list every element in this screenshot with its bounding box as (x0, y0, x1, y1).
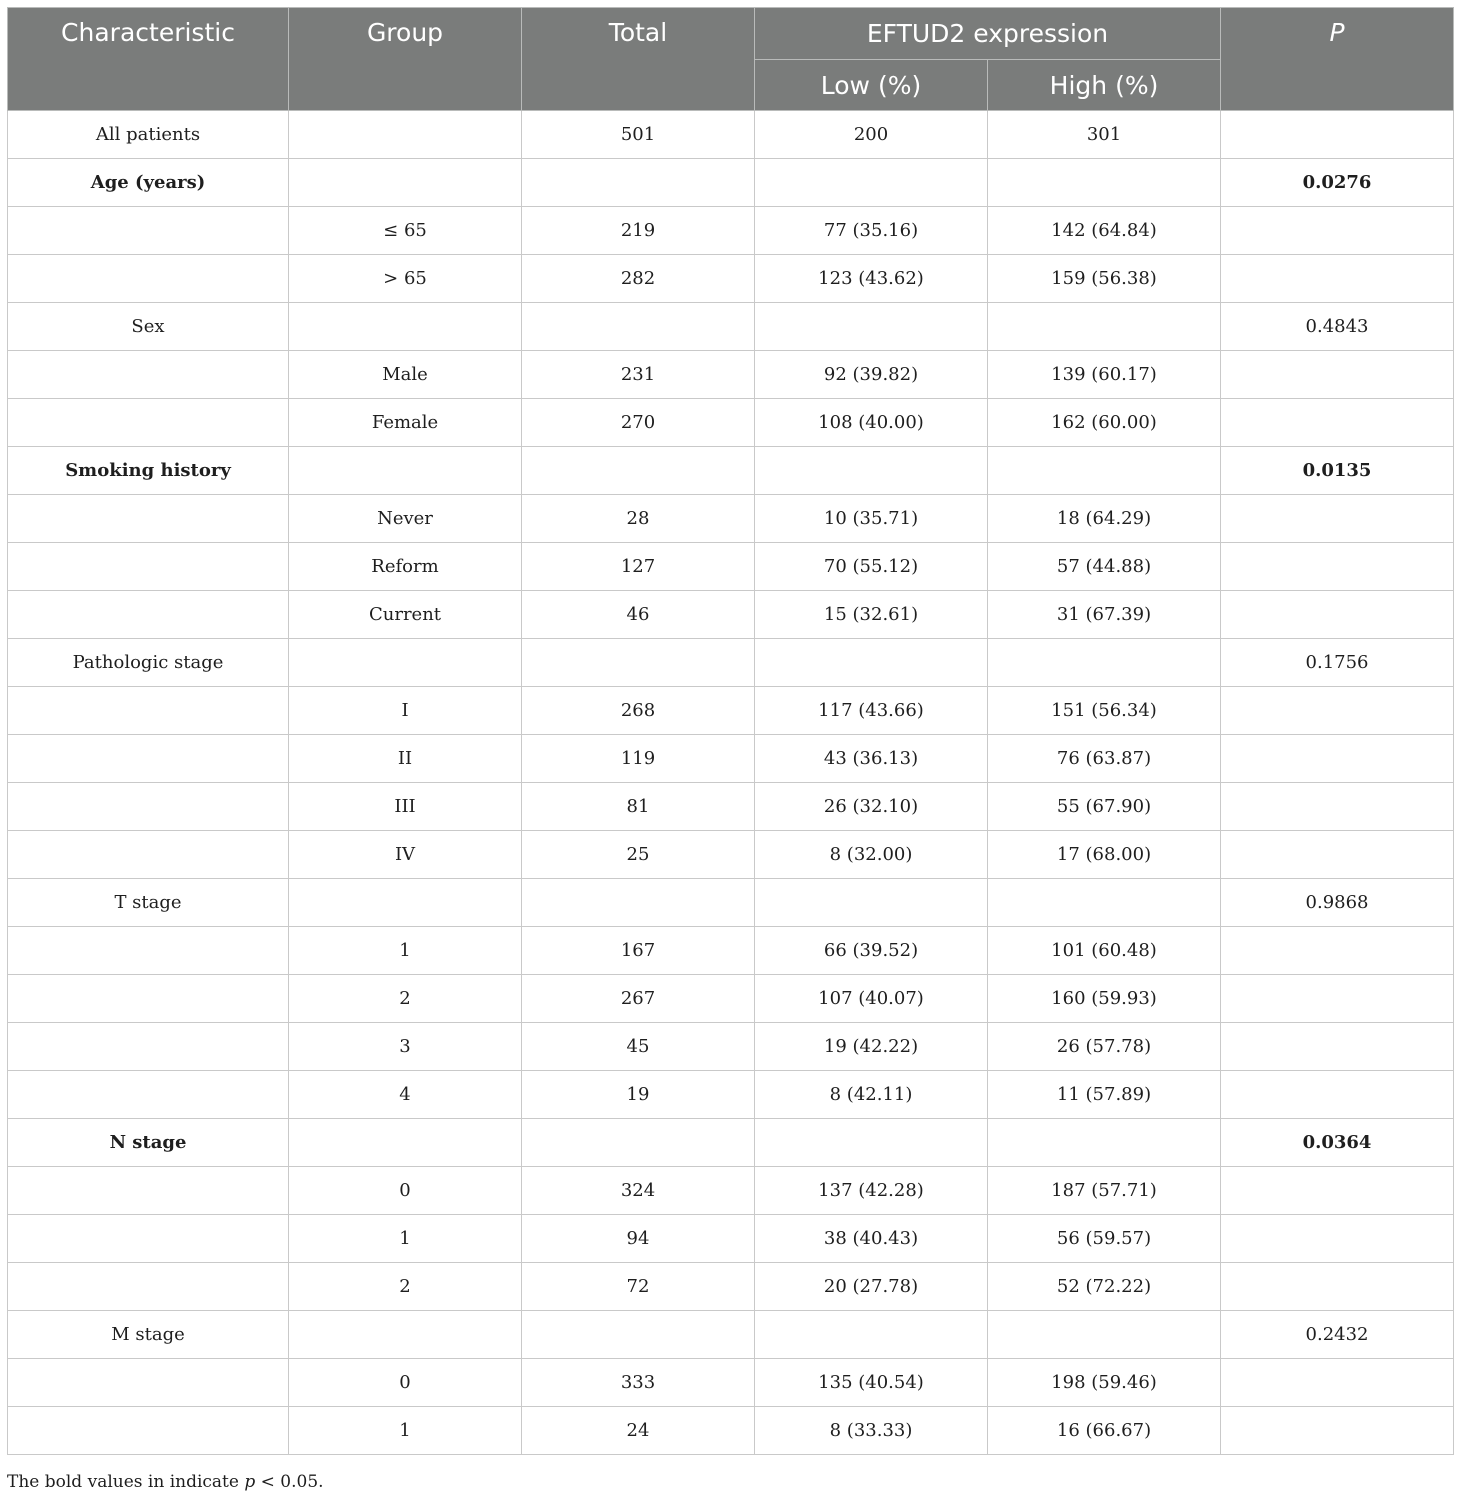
total-cell: 268 (522, 687, 755, 735)
table-row (8, 1263, 1454, 1311)
total-cell (522, 879, 755, 927)
total-cell: 25 (522, 831, 755, 879)
low-expression-cell (755, 303, 988, 351)
high-expression-cell: 26 (57.78) (988, 1023, 1221, 1071)
low-expression-cell (755, 447, 988, 495)
group-cell: 0 (289, 1167, 522, 1215)
high-expression-cell (988, 303, 1221, 351)
group-cell: 0 (289, 1359, 522, 1407)
low-expression-cell (755, 879, 988, 927)
high-expression-cell (988, 639, 1221, 687)
low-expression-cell: 117 (43.66) (755, 687, 988, 735)
characteristic-cell: Pathologic stage (8, 639, 289, 687)
total-cell: 72 (522, 1263, 755, 1311)
characteristic-cell (8, 735, 289, 783)
low-expression-cell (755, 1311, 988, 1359)
footnote-prefix: The bold values in indicate (7, 1472, 245, 1492)
characteristic-cell (8, 1167, 289, 1215)
table-row (8, 975, 1454, 1023)
p-value-cell (1221, 831, 1454, 879)
characteristic-cell: Age (years) (8, 159, 289, 207)
p-value-cell (1221, 687, 1454, 735)
total-cell: 19 (522, 1071, 755, 1119)
table-row (8, 399, 1454, 447)
header-high: High (%) (988, 60, 1221, 111)
low-expression-cell (755, 639, 988, 687)
characteristic-cell (8, 1071, 289, 1119)
characteristic-cell (8, 399, 289, 447)
low-expression-cell: 123 (43.62) (755, 255, 988, 303)
low-expression-cell: 66 (39.52) (755, 927, 988, 975)
group-cell: Never (289, 495, 522, 543)
p-value-cell: 0.0276 (1221, 159, 1454, 207)
p-value-cell: 0.9868 (1221, 879, 1454, 927)
table-row (8, 1071, 1454, 1119)
header-group: Group (289, 8, 522, 111)
p-value-cell (1221, 1167, 1454, 1215)
p-value-cell (1221, 1071, 1454, 1119)
group-cell: 2 (289, 1263, 522, 1311)
total-cell: 219 (522, 207, 755, 255)
table-row (8, 1167, 1454, 1215)
total-cell (522, 639, 755, 687)
low-expression-cell: 92 (39.82) (755, 351, 988, 399)
high-expression-cell: 101 (60.48) (988, 927, 1221, 975)
total-cell: 45 (522, 1023, 755, 1071)
table-row (8, 927, 1454, 975)
characteristic-cell (8, 1359, 289, 1407)
table-row (8, 303, 1454, 351)
group-cell: Reform (289, 543, 522, 591)
group-cell: Current (289, 591, 522, 639)
high-expression-cell: 18 (64.29) (988, 495, 1221, 543)
high-expression-cell: 187 (57.71) (988, 1167, 1221, 1215)
group-cell: 3 (289, 1023, 522, 1071)
characteristic-cell: N stage (8, 1119, 289, 1167)
header-characteristic: Characteristic (8, 8, 289, 111)
low-expression-cell: 8 (33.33) (755, 1407, 988, 1455)
table-row (8, 687, 1454, 735)
group-cell: 1 (289, 1407, 522, 1455)
group-cell (289, 1119, 522, 1167)
group-cell: Male (289, 351, 522, 399)
high-expression-cell: 162 (60.00) (988, 399, 1221, 447)
group-cell (289, 1311, 522, 1359)
high-expression-cell: 11 (57.89) (988, 1071, 1221, 1119)
low-expression-cell: 107 (40.07) (755, 975, 988, 1023)
group-cell: 4 (289, 1071, 522, 1119)
high-expression-cell: 142 (64.84) (988, 207, 1221, 255)
table-row (8, 1407, 1454, 1455)
p-value-cell (1221, 783, 1454, 831)
high-expression-cell: 55 (67.90) (988, 783, 1221, 831)
table-row (8, 255, 1454, 303)
characteristic-cell (8, 591, 289, 639)
high-expression-cell: 31 (67.39) (988, 591, 1221, 639)
header-eftud2-expression: EFTUD2 expression (755, 8, 1221, 60)
table-row (8, 351, 1454, 399)
p-value-cell (1221, 1023, 1454, 1071)
group-cell: IV (289, 831, 522, 879)
total-cell: 333 (522, 1359, 755, 1407)
total-cell: 501 (522, 111, 755, 159)
group-cell: Female (289, 399, 522, 447)
low-expression-cell: 135 (40.54) (755, 1359, 988, 1407)
characteristic-cell: M stage (8, 1311, 289, 1359)
characteristic-cell (8, 1407, 289, 1455)
header-low: Low (%) (755, 60, 988, 111)
low-expression-cell: 200 (755, 111, 988, 159)
p-value-cell (1221, 255, 1454, 303)
group-cell: 2 (289, 975, 522, 1023)
table-row (8, 207, 1454, 255)
total-cell: 24 (522, 1407, 755, 1455)
characteristic-cell: All patients (8, 111, 289, 159)
characteristic-cell (8, 783, 289, 831)
characteristic-cell (8, 975, 289, 1023)
low-expression-cell: 8 (42.11) (755, 1071, 988, 1119)
p-value-cell (1221, 1215, 1454, 1263)
group-cell (289, 879, 522, 927)
group-cell (289, 111, 522, 159)
group-cell (289, 447, 522, 495)
low-expression-cell: 108 (40.00) (755, 399, 988, 447)
group-cell: II (289, 735, 522, 783)
low-expression-cell: 8 (32.00) (755, 831, 988, 879)
group-cell (289, 639, 522, 687)
total-cell (522, 303, 755, 351)
low-expression-cell: 77 (35.16) (755, 207, 988, 255)
high-expression-cell: 159 (56.38) (988, 255, 1221, 303)
footnote-p-symbol: p (244, 1472, 256, 1492)
total-cell: 46 (522, 591, 755, 639)
table-row (8, 447, 1454, 495)
high-expression-cell (988, 1311, 1221, 1359)
characteristic-cell (8, 543, 289, 591)
table-row (8, 879, 1454, 927)
high-expression-cell (988, 447, 1221, 495)
header-total: Total (522, 8, 755, 111)
characteristic-cell (8, 1215, 289, 1263)
p-value-cell: 0.0135 (1221, 447, 1454, 495)
high-expression-cell (988, 159, 1221, 207)
total-cell (522, 1311, 755, 1359)
p-value-cell (1221, 735, 1454, 783)
high-expression-cell: 198 (59.46) (988, 1359, 1221, 1407)
group-cell: 1 (289, 927, 522, 975)
table-row (8, 1311, 1454, 1359)
characteristic-cell (8, 495, 289, 543)
low-expression-cell: 38 (40.43) (755, 1215, 988, 1263)
high-expression-cell: 56 (59.57) (988, 1215, 1221, 1263)
p-value-cell: 0.2432 (1221, 1311, 1454, 1359)
high-expression-cell: 301 (988, 111, 1221, 159)
characteristic-cell (8, 1023, 289, 1071)
low-expression-cell: 20 (27.78) (755, 1263, 988, 1311)
p-value-cell (1221, 543, 1454, 591)
table-row (8, 1119, 1454, 1167)
group-cell: I (289, 687, 522, 735)
group-cell: ≤ 65 (289, 207, 522, 255)
total-cell: 81 (522, 783, 755, 831)
footnote-suffix: < 0.05. (255, 1472, 324, 1492)
high-expression-cell: 57 (44.88) (988, 543, 1221, 591)
high-expression-cell: 52 (72.22) (988, 1263, 1221, 1311)
table-row (8, 1359, 1454, 1407)
p-value-cell (1221, 207, 1454, 255)
group-cell: 1 (289, 1215, 522, 1263)
table-row (8, 1023, 1454, 1071)
characteristic-cell (8, 207, 289, 255)
total-cell: 231 (522, 351, 755, 399)
p-value-cell: 0.0364 (1221, 1119, 1454, 1167)
high-expression-cell: 16 (66.67) (988, 1407, 1221, 1455)
low-expression-cell: 15 (32.61) (755, 591, 988, 639)
header-p-value: P (1221, 8, 1454, 111)
total-cell: 94 (522, 1215, 755, 1263)
characteristic-cell: Smoking history (8, 447, 289, 495)
total-cell: 270 (522, 399, 755, 447)
total-cell: 127 (522, 543, 755, 591)
p-value-cell (1221, 1359, 1454, 1407)
high-expression-cell (988, 879, 1221, 927)
low-expression-cell: 26 (32.10) (755, 783, 988, 831)
high-expression-cell: 151 (56.34) (988, 687, 1221, 735)
table-row (8, 783, 1454, 831)
table-footnote (7, 1472, 324, 1492)
total-cell (522, 1119, 755, 1167)
p-value-cell (1221, 351, 1454, 399)
total-cell: 324 (522, 1167, 755, 1215)
group-cell (289, 159, 522, 207)
characteristic-cell: Sex (8, 303, 289, 351)
table-row (8, 159, 1454, 207)
characteristic-cell (8, 351, 289, 399)
characteristic-cell (8, 1263, 289, 1311)
characteristic-cell: T stage (8, 879, 289, 927)
high-expression-cell: 76 (63.87) (988, 735, 1221, 783)
characteristic-cell (8, 255, 289, 303)
high-expression-cell: 160 (59.93) (988, 975, 1221, 1023)
high-expression-cell: 139 (60.17) (988, 351, 1221, 399)
high-expression-cell (988, 1119, 1221, 1167)
table-row (8, 735, 1454, 783)
p-value-cell (1221, 591, 1454, 639)
table-header (8, 8, 1454, 111)
table-row (8, 1215, 1454, 1263)
low-expression-cell: 70 (55.12) (755, 543, 988, 591)
eftud2-characteristics-table (7, 7, 1454, 1455)
table-body (8, 111, 1454, 1455)
total-cell: 28 (522, 495, 755, 543)
p-value-cell: 0.4843 (1221, 303, 1454, 351)
p-value-cell (1221, 399, 1454, 447)
characteristic-cell (8, 831, 289, 879)
total-cell: 119 (522, 735, 755, 783)
high-expression-cell: 17 (68.00) (988, 831, 1221, 879)
characteristic-cell (8, 927, 289, 975)
table-row (8, 543, 1454, 591)
low-expression-cell: 43 (36.13) (755, 735, 988, 783)
low-expression-cell: 137 (42.28) (755, 1167, 988, 1215)
p-value-cell (1221, 975, 1454, 1023)
total-cell: 282 (522, 255, 755, 303)
table-row (8, 111, 1454, 159)
table-row (8, 639, 1454, 687)
table-row (8, 831, 1454, 879)
low-expression-cell (755, 159, 988, 207)
p-value-cell (1221, 1263, 1454, 1311)
total-cell: 267 (522, 975, 755, 1023)
characteristic-cell (8, 687, 289, 735)
low-expression-cell: 19 (42.22) (755, 1023, 988, 1071)
total-cell (522, 159, 755, 207)
table-row (8, 495, 1454, 543)
low-expression-cell: 10 (35.71) (755, 495, 988, 543)
group-cell (289, 303, 522, 351)
p-value-cell (1221, 111, 1454, 159)
low-expression-cell (755, 1119, 988, 1167)
total-cell (522, 447, 755, 495)
table-row (8, 591, 1454, 639)
p-value-cell (1221, 1407, 1454, 1455)
group-cell: > 65 (289, 255, 522, 303)
p-value-cell (1221, 927, 1454, 975)
p-value-cell: 0.1756 (1221, 639, 1454, 687)
total-cell: 167 (522, 927, 755, 975)
group-cell: III (289, 783, 522, 831)
p-value-cell (1221, 495, 1454, 543)
